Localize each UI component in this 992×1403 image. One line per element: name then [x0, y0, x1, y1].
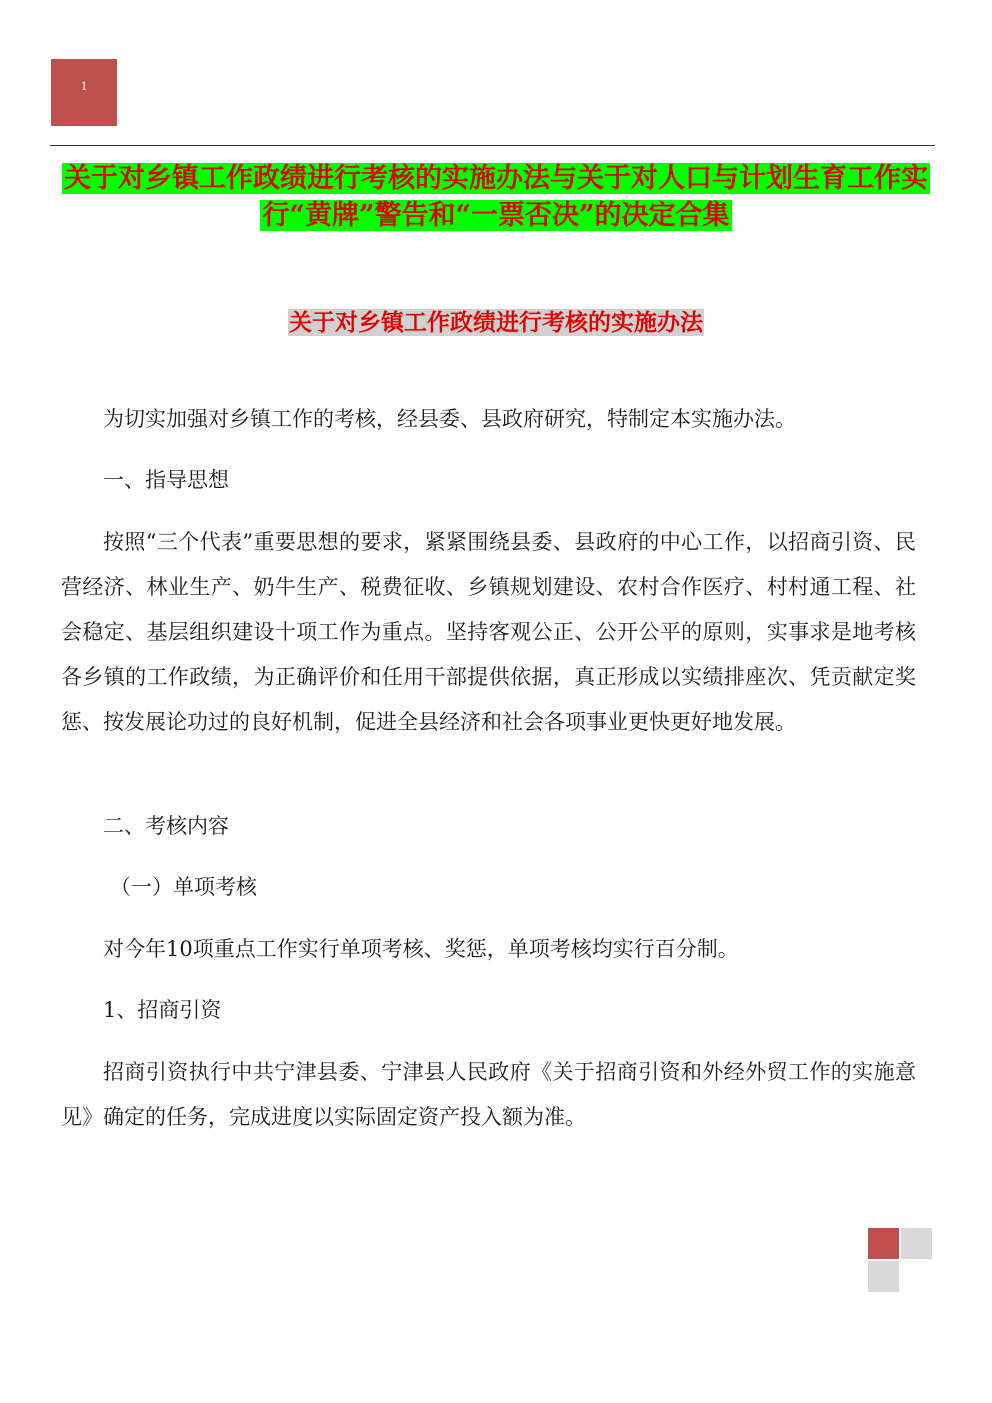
heading-guiding-ideology: 一、指导思想 — [103, 468, 229, 492]
corner-decoration — [868, 1228, 932, 1292]
decor-square-gray — [868, 1261, 899, 1292]
section-title — [60, 306, 932, 340]
page-number-badge — [51, 59, 117, 126]
header-divider — [50, 145, 935, 146]
heading-investment: 1、招商引资 — [103, 998, 222, 1022]
heading-assessment-content: 二、考核内容 — [103, 814, 229, 838]
document-title-text: 关于对乡镇工作政绩进行考核的实施办法与关于对人口与计划生育工作实行“黄牌”警告和“一票否决”的决定合集 — [64, 163, 928, 231]
intro-paragraph: 为切实加强对乡镇工作的考核，经县委、县政府研究，特制定本实施办法。 — [103, 407, 796, 431]
decor-square-red — [868, 1228, 899, 1259]
page-number: 1 — [80, 78, 88, 93]
investment-paragraph: 招商引资执行中共宁津县委、宁津县人民政府《关于招商引资和外经外贸工作的实施意见》确定的任务，完成进度以实际固定资产投入额为准。 — [61, 1060, 916, 1129]
guiding-ideology-paragraph: 按照“三个代表”重要思想的要求，紧紧围绕县委、县政府的中心工作，以招商引资、民营经济、林业生产、奶牛生产、税费征收、乡镇规划建设、农村合作医疗、村村通工程、社会稳定、基层组织建设十项工作为重点。坚持客观公正、公开公平的原则，实事求是地考核各乡镇的工作政绩，为正确评价和任用干部提供依据，真正形成以实绩排座次、凭贡献定奖惩、按发展论功过的良好机制，促进全县经济和社会各项事业更快更好地发展。 — [61, 530, 916, 734]
single-assessment-paragraph: 对今年10项重点工作实行单项考核、奖惩，单项考核均实行百分制。 — [103, 937, 739, 961]
decor-square-gray — [901, 1228, 932, 1259]
document-title — [60, 160, 932, 234]
heading-single-assessment: （一）单项考核 — [110, 875, 257, 899]
section-title-text: 关于对乡镇工作政绩进行考核的实施办法 — [289, 309, 703, 336]
